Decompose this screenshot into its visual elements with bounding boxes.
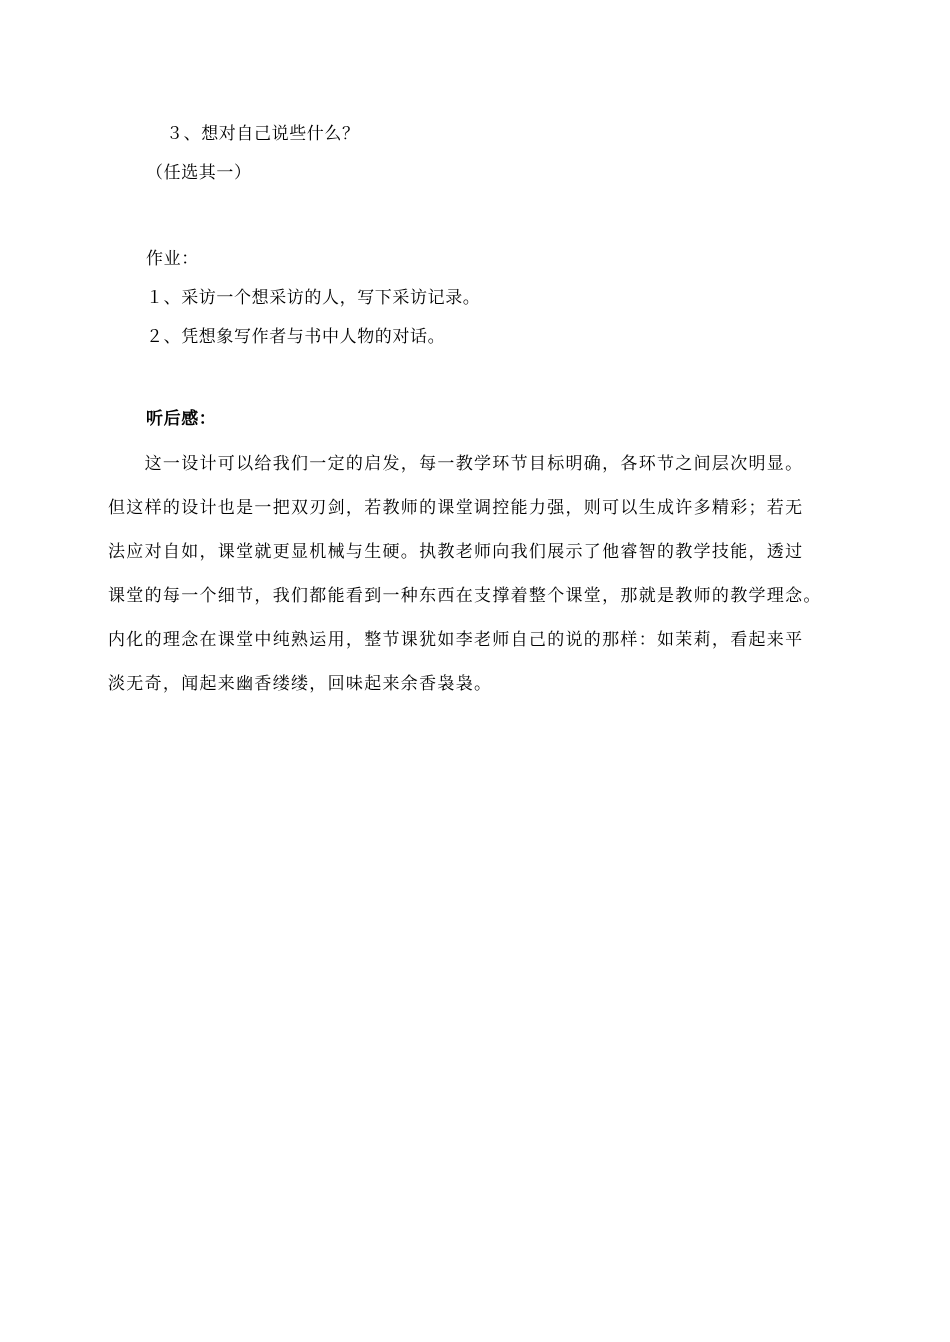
- question-item-3: ３、想对自己说些什么？: [166, 124, 360, 144]
- homework-item-2: ２、凭想象写作者与书中人物的对话。: [146, 327, 446, 347]
- reflection-line: 这一设计可以给我们一定的启发，每一教学环节目标明确，各环节之间层次明显。: [108, 454, 804, 474]
- reflection-line: 内化的理念在课堂中纯熟运用，整节课犹如李老师自己的说的那样：如茉莉，看起来平: [108, 630, 804, 650]
- choose-one-note: （任选其一）: [146, 163, 252, 183]
- reflection-paragraph: [108, 442, 853, 706]
- reflection-title: 听后感：: [146, 409, 217, 429]
- reflection-line: 但这样的设计也是一把双刃剑，若教师的课堂调控能力强，则可以生成许多精彩；若无: [108, 498, 804, 518]
- homework-item-1: １、采访一个想采访的人，写下采访记录。: [146, 288, 481, 308]
- reflection-line: 淡无奇，闻起来幽香缕缕，回味起来余香袅袅。: [108, 674, 493, 694]
- reflection-line: 法应对自如，课堂就更显机械与生硬。执教老师向我们展示了他睿智的教学技能，透过: [108, 542, 804, 562]
- homework-title: 作业：: [146, 249, 199, 269]
- reflection-line: 课堂的每一个细节，我们都能看到一种东西在支撑着整个课堂，那就是教师的教学理念。: [108, 586, 822, 606]
